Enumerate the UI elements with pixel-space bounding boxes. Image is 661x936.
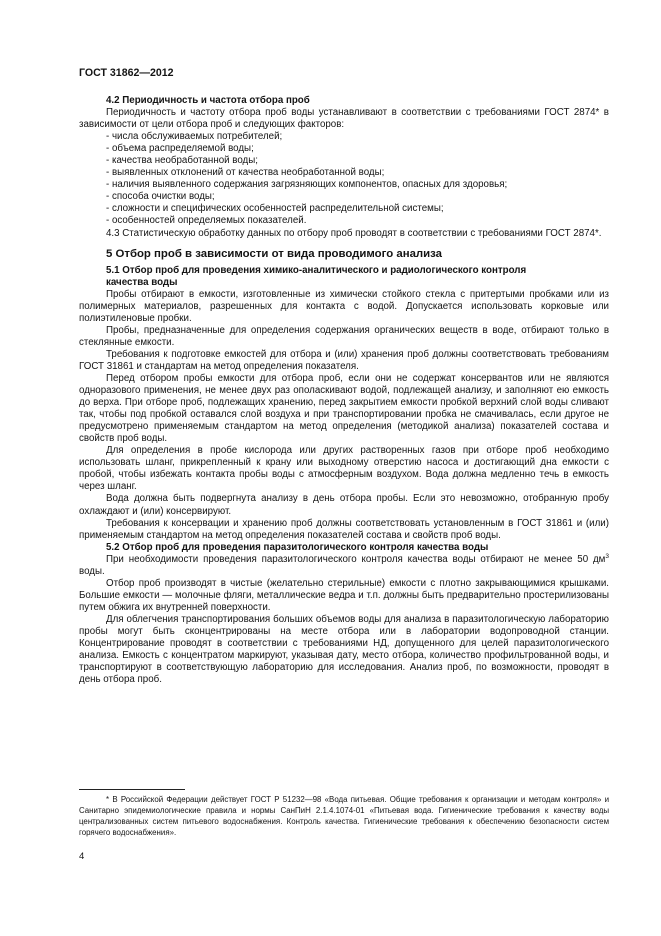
paragraph: Пробы отбирают в емкости, изготовленные из химически стойкого стекла с притертыми пробками или из полимерных материалов, разрешенных для контакта с водой. Допускается использовать корковые или полиэтиленовые пробки. (79, 288, 609, 324)
section-5-1-heading-cont: качества воды (106, 276, 178, 288)
section-5-2-heading: 5.2 Отбор проб для проведения паразитологического контроля качества воды (106, 541, 489, 553)
paragraph-text-end: воды. (79, 565, 105, 577)
list-item: - наличия выявленного содержания загрязняющих компонентов, опасных для здоровья; (79, 179, 609, 191)
list-item: - объема распределяемой воды; (79, 143, 609, 155)
document-body (79, 95, 609, 686)
page-number: 4 (79, 851, 85, 862)
paragraph: Для определения в пробе кислорода или других растворенных газов при отборе проб необходимо использовать шланг, прикрепленный к крану или выходному отверстию насоса и достигающий дна емкости с пробой, чтобы избежать контакта пробы воды с атмосферным воздухом. Вода должна медленно течь в емкость через шланг. (79, 445, 609, 493)
paragraph (79, 554, 609, 578)
list-item: - сложности и специфических особенностей распределительной системы; (79, 203, 609, 215)
document-header: ГОСТ 31862—2012 (79, 67, 174, 79)
paragraph: Для облегчения транспортирования больших объемов воды для анализа в паразитологическую лабораторию пробы могут быть сконцентрированы на месте отбора или в лаборатории водопроводной станции. Концентрирование проводят в соответствии с требованиями НД, допущенного для целей паразитологического анализа. Емкость с концентратом маркируют, указывая дату, место отбора, количество профильтрованной воды, и транспортируют в соответствующую лабораторию для исследования. Анализ проб, по возможности, проводят в день отбора проб. (79, 613, 609, 686)
list-item: - особенностей определяемых показателей. (79, 215, 609, 227)
paragraph-text: При необходимости проведения паразитологического контроля качества воды отбирают не менее 50 дм (106, 553, 606, 565)
section-5-1-heading: 5.1 Отбор проб для проведения химико-аналитического и радиологического контроля (106, 264, 527, 276)
paragraph: Отбор проб производят в чистые (желательно стерильные) емкости с плотно закрывающимися крышками. Большие емкости — молочные фляги, металлические ведра и т.п. должны быть предварительно простерилизованы путем обжига их внутренней поверхности. (79, 577, 609, 613)
list-item: - выявленных отклонений от качества необработанной воды; (79, 167, 609, 179)
paragraph: Пробы, предназначенные для определения содержания органических веществ в воде, отбирают только в стеклянные емкости. (79, 324, 609, 348)
paragraph: Требования к консервации и хранению проб должны соответствовать установленным в ГОСТ 31861 и (или) применяемым стандартом на метод определения показателей состава и свойств проб воды. (79, 517, 609, 541)
footnote-divider (79, 789, 185, 790)
section-5-heading: 5 Отбор проб в зависимости от вида проводимого анализа (106, 247, 442, 260)
superscript: 3 (605, 552, 609, 560)
section-4-2-heading: 4.2 Периодичность и частота отбора проб (106, 95, 310, 106)
paragraph: Требования к подготовке емкостей для отбора и (или) хранения проб должны соответствовать требованиям ГОСТ 31861 и стандартам на метод определения показателя. (79, 348, 609, 372)
paragraph: Перед отбором пробы емкости для отбора проб, если они не содержат консервантов или не являются одноразового применения, не менее двух раз ополаскивают водой, подлежащей анализу, и заполняют ею емкость до верха. При отборе проб, подлежащих хранению, перед закрытием емкости пробкой верхний слой воды сливают так, чтобы под пробкой оставался слой воздуха и при транспортировании пробка не смачивалась, если другое не предусмотрено применяемым стандартом на метод определения (методикой анализа) показателей состава и свойств проб воды. (79, 372, 609, 445)
list-item: - качества необработанной воды; (79, 155, 609, 167)
footnote (79, 794, 609, 838)
footnote-text: * В Российской Федерации действует ГОСТ Р 51232—98 «Вода питьевая. Общие требования к организации и методам контроля» и Санитарно эпидемиологические правила и нормы СанПиН 2.1.4.1074-01 «Питьевая вода. Гигиенические требования к качеству воды централизованных систем питьевого водоснабжения. Контроль качества. Гигиенические требования к обеспечению безопасности систем горячего водоснабжения». (79, 795, 609, 838)
list-item: - способа очистки воды; (79, 191, 609, 203)
factors-list (79, 131, 609, 227)
section-4-3: 4.3 Статистическую обработку данных по отбору проб проводят в соответствии с требованиями ГОСТ 2874*. (106, 227, 602, 239)
paragraph: Вода должна быть подвергнута анализу в день отбора пробы. Если это невозможно, отобранную пробу охлаждают и (или) консервируют. (79, 493, 609, 517)
list-item: - числа обслуживаемых потребителей; (79, 131, 609, 143)
section-4-2-intro: Периодичность и частоту отбора проб воды устанавливают в соответствии с требованиями ГОСТ 2874* в зависимости от цели отбора проб и следующих факторов: (79, 107, 609, 131)
